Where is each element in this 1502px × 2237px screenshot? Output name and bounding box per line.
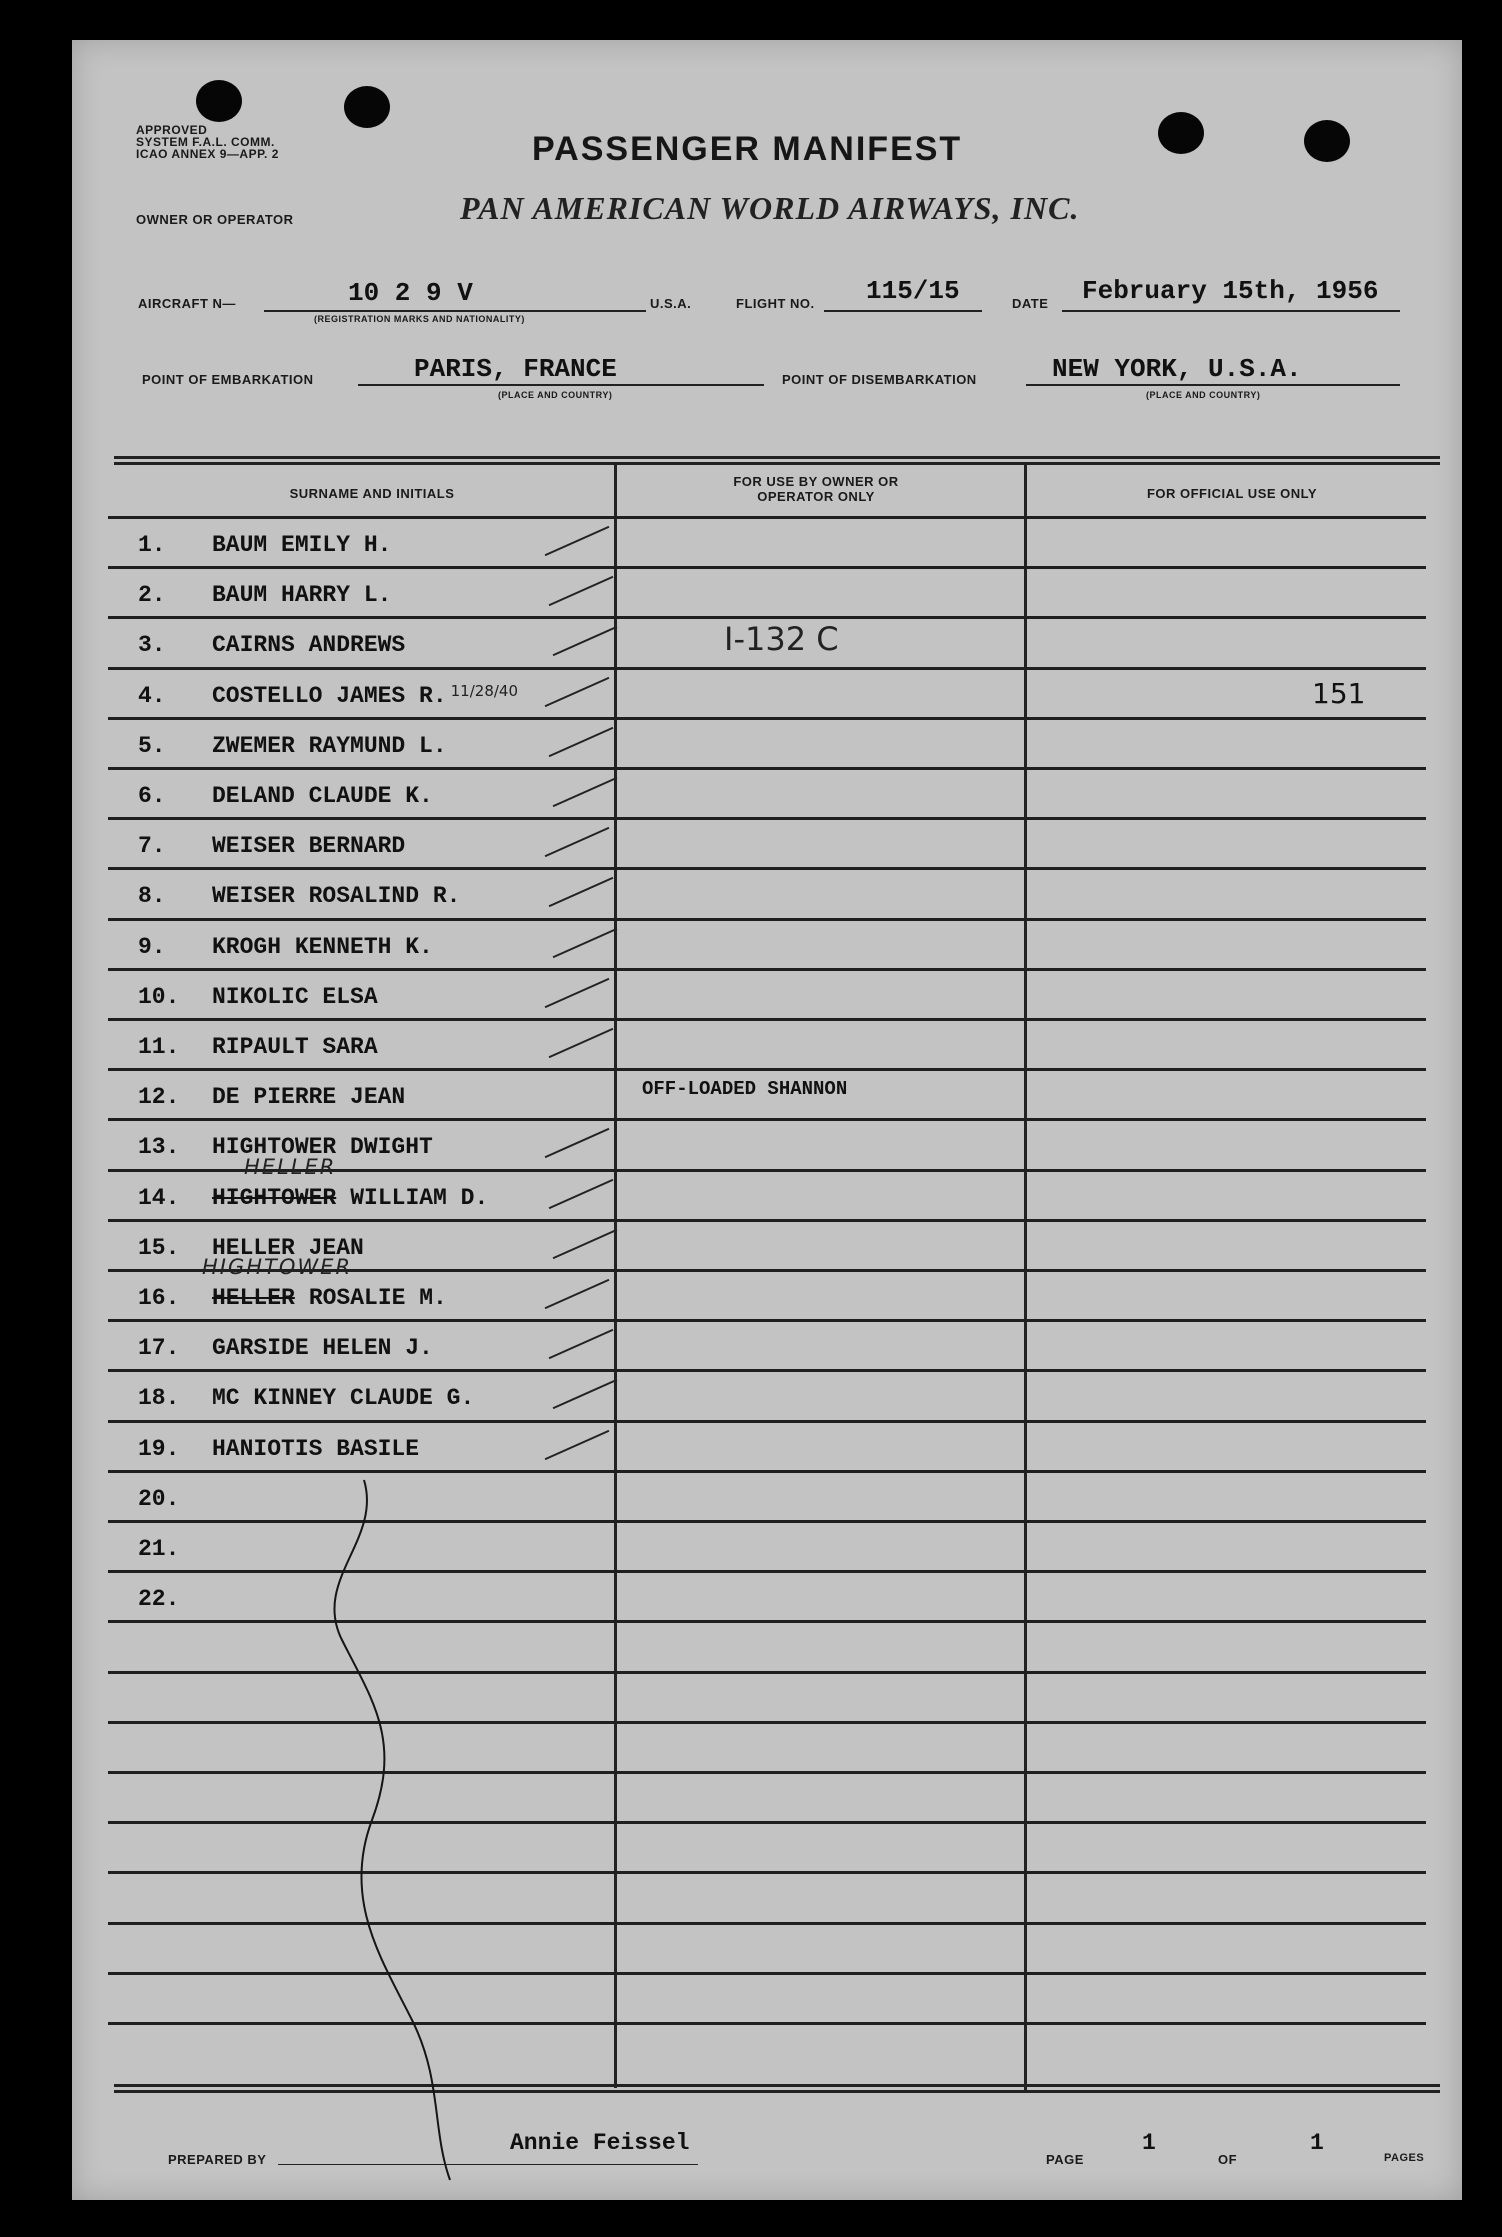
column-header-official: FOR OFFICIAL USE ONLY bbox=[1146, 486, 1318, 501]
owner-note: I-132 C bbox=[724, 620, 839, 659]
passenger-name: RIPAULT SARA bbox=[212, 1034, 378, 1060]
passenger-number: 3. bbox=[138, 632, 166, 659]
passenger-number: 6. bbox=[138, 783, 166, 809]
column-header-owner: FOR USE BY OWNER OR OPERATOR ONLY bbox=[733, 474, 899, 504]
form-title: PASSENGER MANIFEST bbox=[532, 130, 963, 168]
passenger-number: 12. bbox=[138, 1084, 180, 1111]
passenger-number: 14. bbox=[138, 1184, 180, 1211]
passenger-number: 10. bbox=[138, 983, 180, 1010]
handwritten-correction: HELLER bbox=[244, 1154, 337, 1179]
passenger-name: DE PIERRE JEAN bbox=[212, 1084, 406, 1111]
approval-line: SYSTEM F.A.L. COMM. bbox=[136, 135, 275, 149]
page-total: 1 bbox=[1310, 2130, 1324, 2156]
page-label: PAGE bbox=[1046, 2152, 1084, 2167]
passenger-number: 11. bbox=[138, 1034, 180, 1060]
embarkation-point: PARIS, FRANCE bbox=[414, 354, 617, 384]
prepared-by: Annie Feissel bbox=[510, 2130, 690, 2156]
manifest-sheet bbox=[72, 40, 1462, 2200]
passenger-number: 1. bbox=[138, 532, 166, 558]
passenger-name: DELAND CLAUDE K. bbox=[212, 783, 433, 809]
flight-date: February 15th, 1956 bbox=[1082, 276, 1379, 306]
passenger-number: 4. bbox=[138, 682, 166, 709]
passenger-name: COSTELLO JAMES R. bbox=[212, 682, 447, 709]
column-header-names: SURNAME AND INITIALS bbox=[289, 486, 455, 501]
passenger-number: 22. bbox=[138, 1586, 180, 1613]
passenger-name: WEISER BERNARD bbox=[212, 833, 406, 860]
prepared-by-label: PREPARED BY bbox=[168, 2152, 267, 2167]
passenger-name: MC KINNEY CLAUDE G. bbox=[212, 1385, 475, 1412]
passenger-name: KROGH KENNETH K. bbox=[212, 933, 433, 960]
passenger-name: CAIRNS ANDREWS bbox=[212, 632, 406, 659]
handwritten-correction: HIGHTOWER bbox=[202, 1255, 353, 1279]
aircraft-registration: 10 2 9 V bbox=[348, 278, 473, 308]
passenger-name: ZWEMER RAYMUND L. bbox=[212, 732, 447, 759]
struck-surname: HIGHTOWER bbox=[212, 1184, 337, 1211]
disembarkation-label: POINT OF DISEMBARKATION bbox=[782, 372, 977, 387]
passenger-number: 20. bbox=[138, 1485, 180, 1512]
owner-note: OFF-LOADED SHANNON bbox=[642, 1078, 848, 1101]
aircraft-label: AIRCRAFT N— bbox=[138, 296, 236, 311]
passenger-name: ROSALIE M. bbox=[308, 1285, 447, 1311]
passenger-name: NIKOLIC ELSA bbox=[212, 983, 378, 1010]
passenger-name: HELLER JEAN bbox=[212, 1234, 364, 1261]
aircraft-sublabel: (REGISTRATION MARKS AND NATIONALITY) bbox=[314, 314, 525, 324]
disembarkation-point: NEW YORK, U.S.A. bbox=[1052, 354, 1302, 384]
date-label: DATE bbox=[1012, 296, 1049, 311]
country-code: U.S.A. bbox=[650, 296, 692, 311]
pages-label: PAGES bbox=[1384, 2152, 1425, 2164]
approval-line: APPROVED bbox=[136, 123, 208, 137]
struck-surname: HELLER bbox=[212, 1285, 295, 1311]
operator-name: PAN AMERICAN WORLD AIRWAYS, INC. bbox=[460, 190, 1080, 226]
handwritten-wavy-line bbox=[72, 40, 1462, 2200]
page-number: 1 bbox=[1142, 2130, 1156, 2156]
passenger-name: WEISER ROSALIND R. bbox=[212, 883, 461, 910]
prepared-by-underline bbox=[278, 2164, 698, 2165]
passenger-number: 5. bbox=[138, 732, 166, 759]
passenger-name: HIGHTOWER DWIGHT bbox=[212, 1134, 433, 1161]
passenger-number: 9. bbox=[138, 933, 166, 960]
passenger-name: HANIOTIS BASILE bbox=[212, 1435, 420, 1462]
passenger-number: 2. bbox=[138, 582, 166, 609]
passenger-number: 16. bbox=[138, 1285, 180, 1311]
passenger-number: 18. bbox=[138, 1385, 180, 1412]
owner-label: OWNER OR OPERATOR bbox=[136, 212, 294, 227]
passenger-number: 15. bbox=[138, 1234, 180, 1261]
flight-label: FLIGHT NO. bbox=[736, 296, 815, 311]
passenger-name: BAUM EMILY H. bbox=[212, 532, 392, 558]
passenger-number: 21. bbox=[138, 1536, 180, 1562]
embarkation-sublabel: (PLACE AND COUNTRY) bbox=[498, 390, 613, 400]
embarkation-label: POINT OF EMBARKATION bbox=[142, 372, 314, 387]
passenger-name: BAUM HARRY L. bbox=[212, 582, 392, 609]
passenger-number: 19. bbox=[138, 1435, 180, 1462]
passenger-number: 13. bbox=[138, 1134, 180, 1161]
passenger-name: GARSIDE HELEN J. bbox=[212, 1335, 433, 1362]
passenger-number: 7. bbox=[138, 833, 166, 860]
flight-number: 115/15 bbox=[866, 276, 960, 306]
disembarkation-sublabel: (PLACE AND COUNTRY) bbox=[1146, 390, 1261, 400]
handwritten-annotation: 11/28/40 bbox=[450, 681, 519, 700]
official-note: 151 bbox=[1312, 676, 1366, 710]
approval-line: ICAO ANNEX 9—APP. 2 bbox=[136, 147, 279, 161]
passenger-name: WILLIAM D. bbox=[350, 1184, 489, 1211]
of-label: OF bbox=[1218, 2152, 1238, 2167]
passenger-number: 17. bbox=[138, 1335, 180, 1362]
passenger-number: 8. bbox=[138, 883, 166, 910]
